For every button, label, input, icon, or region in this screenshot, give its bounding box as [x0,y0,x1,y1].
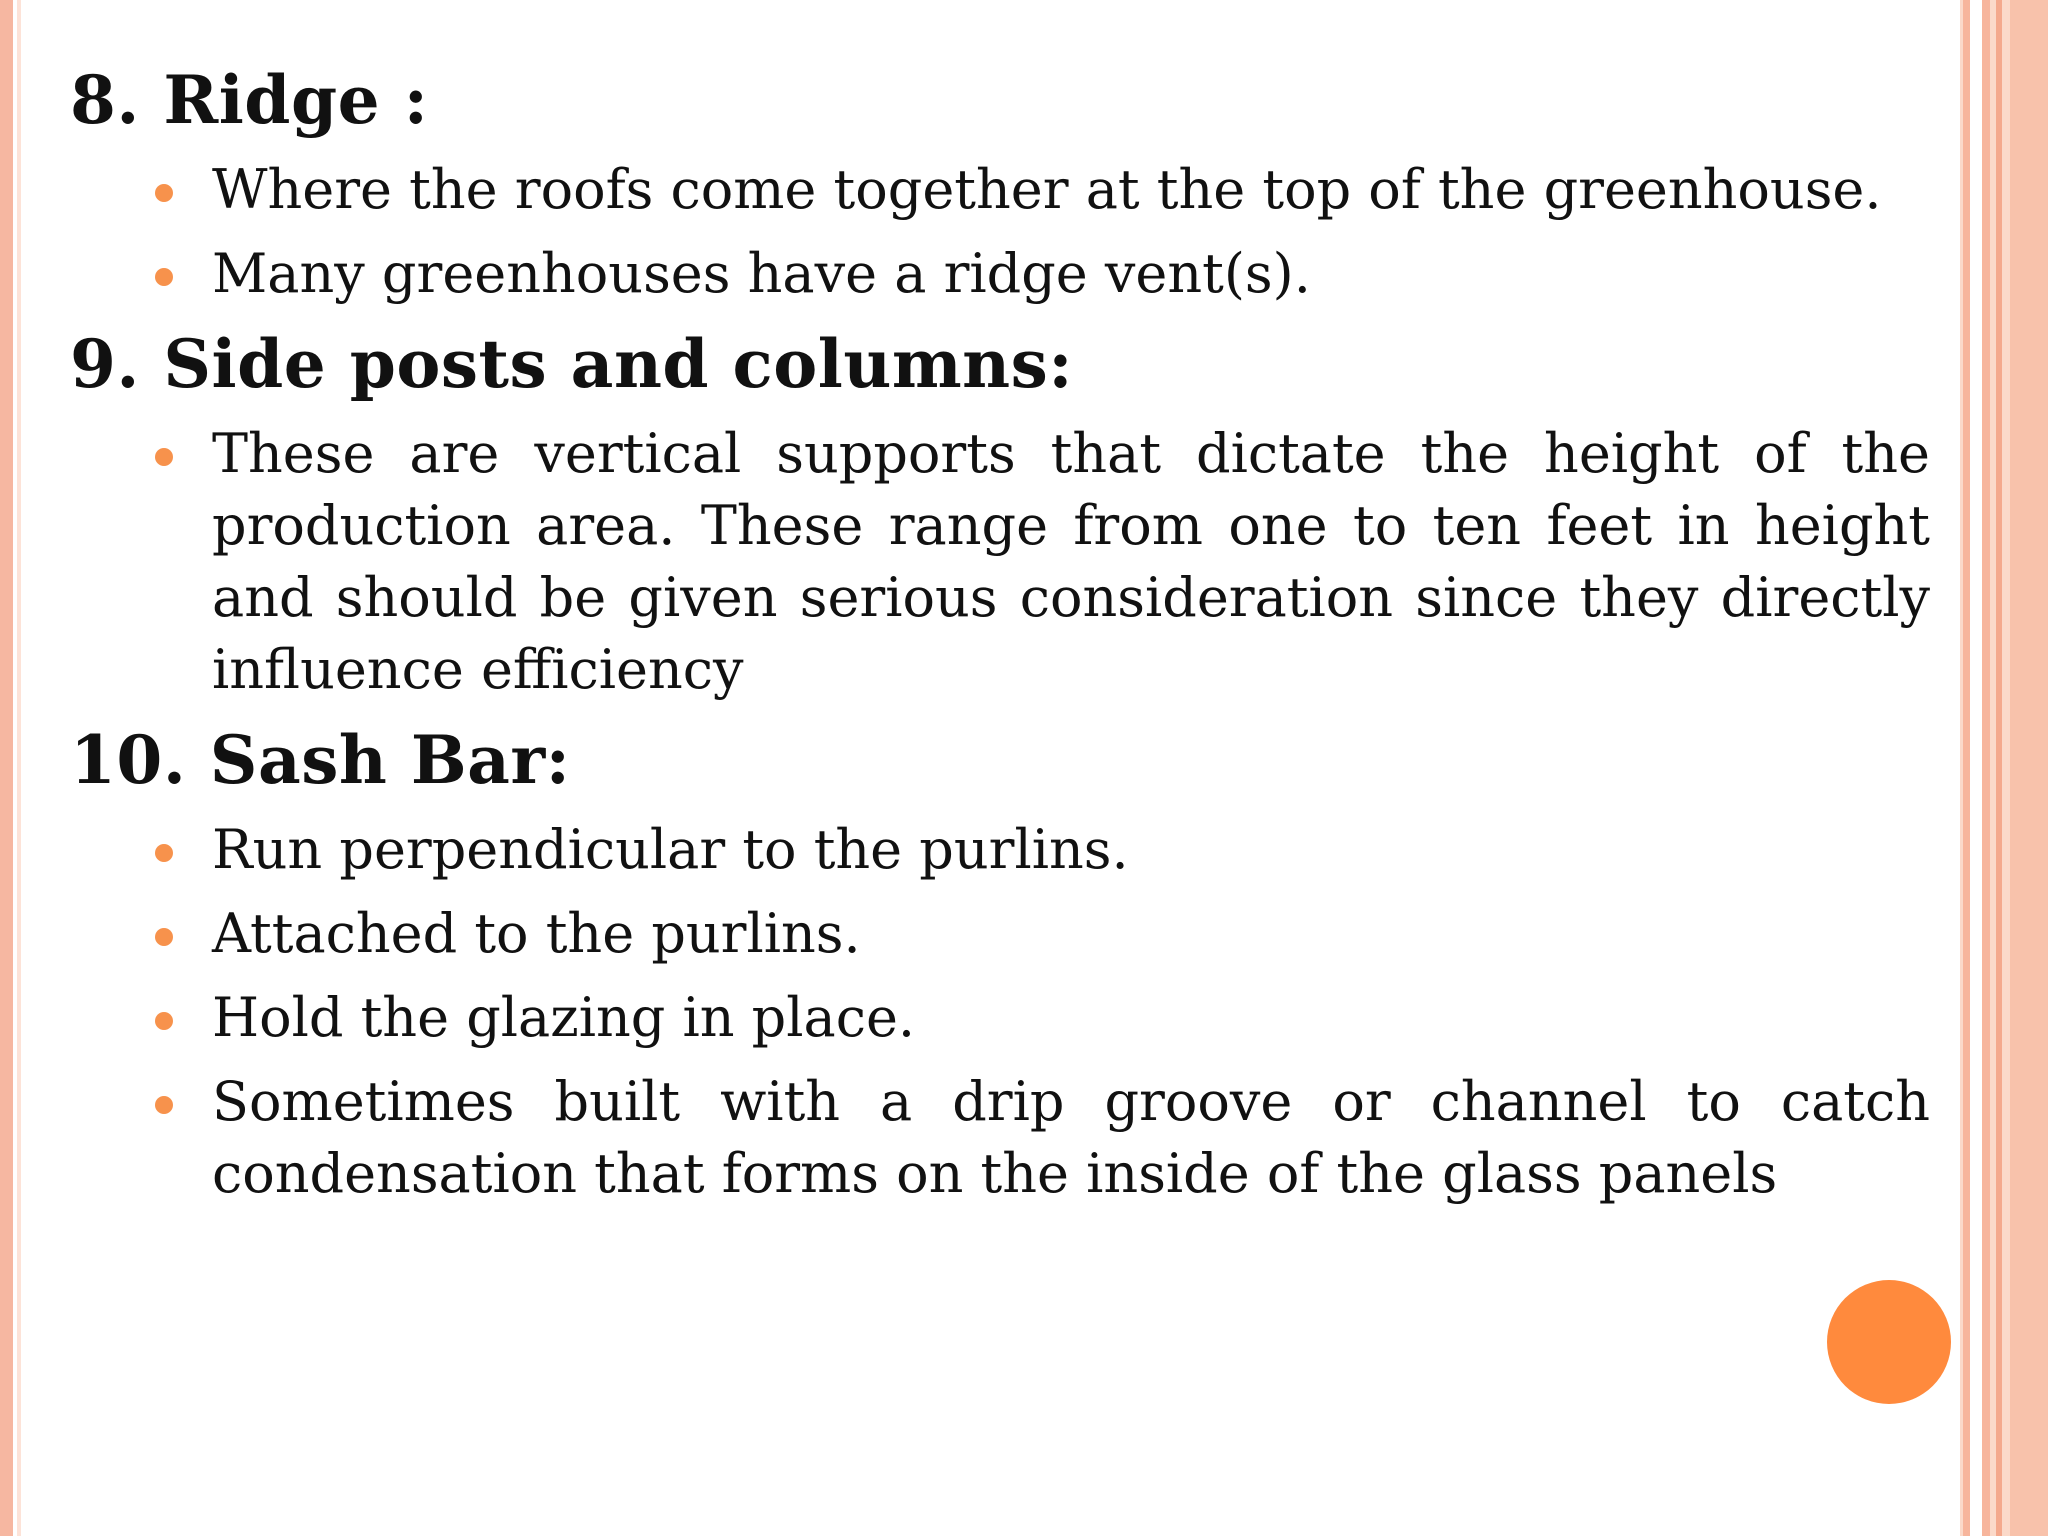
list-item [70,976,1930,1060]
list-item [70,232,1930,316]
section-heading-sash-bar: 10. Sash Bar: [70,721,571,799]
list-item-text: Where the roofs come together at the top of the greenhouse. [212,158,1882,221]
bullet-dot-icon [155,844,173,862]
list-item-text: Run perpendicular to the purlins. [212,818,1129,881]
bullet-list-ridge [70,148,1930,316]
left-border-thin-stripe [17,0,21,1536]
list-item [70,1060,1930,1216]
list-item-text: These are vertical supports that dictate the height of the production area. These range from one to ten feet in height and should be given serious consideration since they directly influence efficiency [212,422,1930,701]
list-item [70,892,1930,976]
list-item [70,412,1930,712]
section-heading-side-posts: 9. Side posts and columns: [70,325,1074,403]
decorative-orange-circle [1827,1280,1951,1404]
bullet-dot-icon [155,1096,173,1114]
list-item [70,808,1930,892]
bullet-dot-icon [155,268,173,286]
slide-content [70,52,1930,1216]
right-border-line [1982,0,1990,1536]
right-border-line [1996,0,2002,1536]
list-item-text: Many greenhouses have a ridge vent(s). [212,242,1311,305]
bullet-list-sash-bar [70,808,1930,1216]
bullet-dot-icon [155,184,173,202]
list-item-text: Sometimes built with a drip groove or channel to catch condensation that forms on the inside of the glass panels [212,1070,1930,1205]
list-item [70,148,1930,232]
section-heading-ridge: 8. Ridge : [70,61,429,139]
bullet-dot-icon [155,1012,173,1030]
left-border-stripe [0,0,13,1536]
right-border-gap [1970,0,1982,1536]
list-item-text: Attached to the purlins. [212,902,861,965]
right-border-line [2010,0,2048,1536]
list-item-text: Hold the glazing in place. [212,986,916,1049]
bullet-list-side-posts [70,412,1930,712]
bullet-dot-icon [155,448,173,466]
right-border-line [1963,0,1970,1536]
bullet-dot-icon [155,928,173,946]
